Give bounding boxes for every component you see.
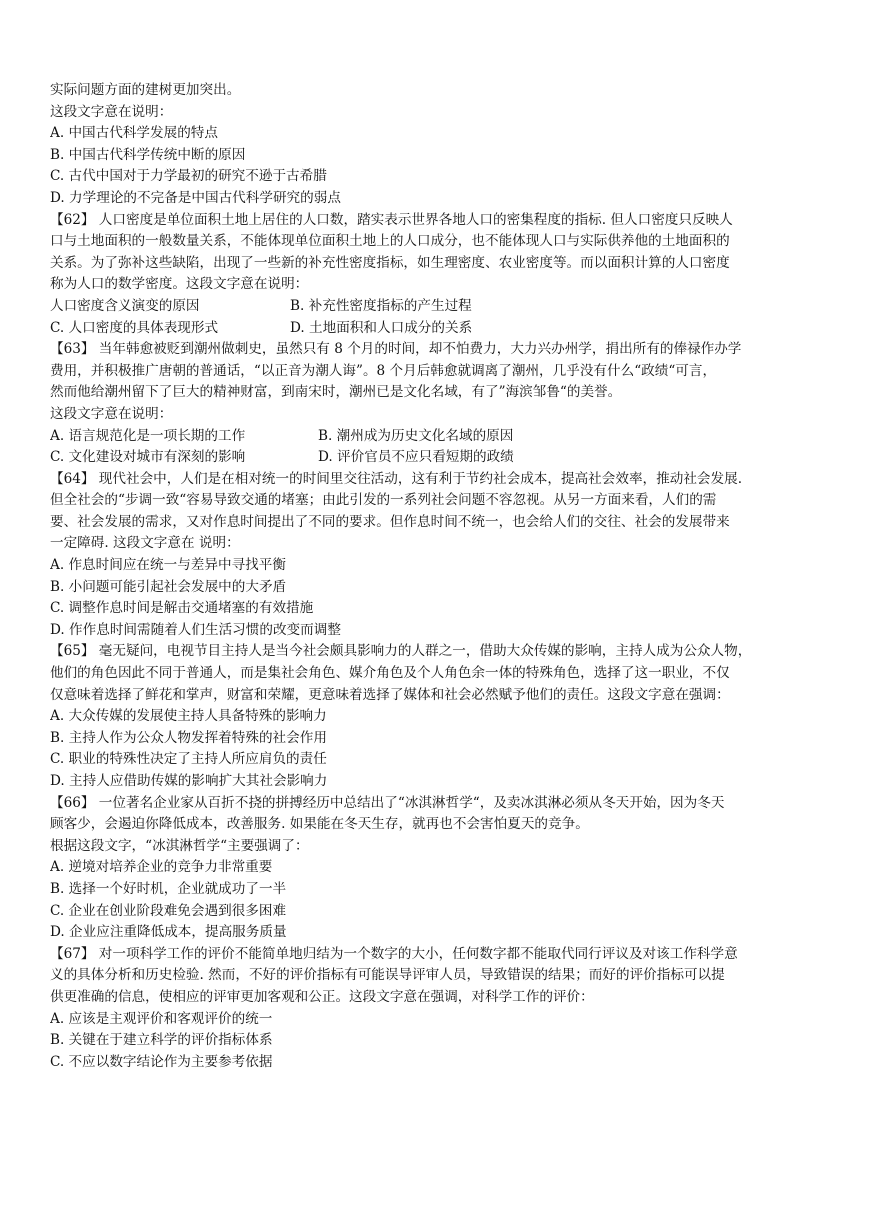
option-b: B. 主持人作为公众人物发挥着特殊的社会作用 <box>50 729 327 746</box>
text-line: 义的具体分析和历史检验. 然而，不好的评价指标有可能误导评审人员，导致错误的结果；而好的评价指标可以提 <box>50 967 725 984</box>
text-line: 他们的角色因此不同于普通人，而是集社会角色、媒介角色及个人角色余一体的特殊角色，选择了这一职业，不仅 <box>50 665 730 682</box>
option-a: A. 语言规范化是一项长期的工作 <box>50 427 246 444</box>
question-prompt: 根据这段文字，“冰淇淋哲学“主要强调了： <box>50 837 309 854</box>
option-a: A. 逆境对培养企业的竞争力非常重要 <box>50 859 273 876</box>
option-b: B. 小问题可能引起社会发展中的大矛盾 <box>50 578 287 595</box>
option-row <box>50 318 829 340</box>
option-b: B. 补充性密度指标的产生过程 <box>290 297 472 314</box>
option-a: A. 应该是主观评价和客观评价的统一 <box>50 1010 273 1027</box>
option-d: D. 作作息时间需随着人们生活习惯的改变而调整 <box>50 621 341 638</box>
text-line: 关系。为了弥补这些缺陷，出现了一些新的补充性密度指标，如生理密度、农业密度等。而以面积计算的人口密度 <box>50 254 730 271</box>
option-d: D. 主持人应借助传媒的影响扩大其社会影响力 <box>50 773 328 789</box>
option-c: C. 文化建设对城市有深刻的影响 <box>50 449 246 466</box>
option-a: A. 中国古代科学发展的特点 <box>50 125 218 142</box>
text-line: 称为人口的数学密度。这段文字意在说明： <box>50 276 309 293</box>
question-62-text: 【62】 人口密度是单位面积土地上居住的人口数，踏实表示世界各地人口的密集程度的指标. 但人口密度只反映人 <box>50 211 733 228</box>
option-b: B. 关键在于建立科学的评价指标体系 <box>50 1032 273 1049</box>
text-line: 费用，并积极推广唐朝的普通话，“以正音为潮人诲”。8 个月后韩愈就调离了潮州，几乎没有什么“政绩“可言， <box>50 362 717 379</box>
text-line: 然而他给潮州留下了巨大的精神财富，到南宋时，潮州已是文化名域，有了”海滨邹鲁“的美誉。 <box>50 384 622 401</box>
option-a: 人口密度含义演变的原因 <box>50 297 200 314</box>
text-line: 供更准确的信息，使相应的评审更加客观和公正。这段文字意在强调，对科学工作的评价： <box>50 988 594 1005</box>
option-b: B. 潮州成为历史文化名域的原因 <box>318 427 514 444</box>
option-d: D. 评价官员不应只看短期的政绩 <box>318 449 514 466</box>
option-b: B. 选择一个好时机，企业就成功了一半 <box>50 880 287 897</box>
text-line: 实际问题方面的建树更加突出。 <box>50 82 241 98</box>
option-row <box>50 447 829 469</box>
option-c: C. 古代中国对于力学最初的研究不逊于古希腊 <box>50 168 327 185</box>
option-row <box>50 426 829 448</box>
text-line: 要、社会发展的需求，又对作息时间提出了不同的要求。但作息时间不统一，也会给人们的交往、社会的发展带来 <box>50 513 730 530</box>
option-row <box>50 296 829 318</box>
option-d: D. 力学理论的不完备是中国古代科学研究的弱点 <box>50 189 341 206</box>
text-line: 但全社会的“步调一致“容易导致交通的堵塞；由此引发的一系列社会问题不容忽视。从另一方面来看，人们的需 <box>50 492 717 509</box>
question-65-text: 【65】 毫无疑问，电视节目主持人是当今社会颇具影响力的人群之一，借助大众传媒的影响，主持人成为公众人物， <box>50 643 752 660</box>
question-64-text: 【64】 现代社会中，人们是在相对统一的时间里交往活动，这有利于节约社会成本，提高社会效率，推动社会发展. <box>50 470 743 487</box>
question-prompt: 这段文字意在说明： <box>50 405 173 422</box>
text-line: 一定障碍. 这段文字意在 说明： <box>50 535 240 552</box>
option-c: C. 人口密度的具体表现形式 <box>50 319 219 336</box>
option-c: C. 职业的特殊性决定了主持人所应肩负的责任 <box>50 751 327 768</box>
option-d: D. 土地面积和人口成分的关系 <box>290 319 473 336</box>
option-d: D. 企业应注重降低成本，提高服务质量 <box>50 924 287 941</box>
option-c: C. 不应以数字结论作为主要参考依据 <box>50 1053 273 1070</box>
option-a: A. 大众传媒的发展使主持人具备特殊的影响力 <box>50 708 327 725</box>
option-a: A. 作息时间应在统一与差异中寻找平衡 <box>50 557 286 574</box>
question-63-text: 【63】 当年韩愈被贬到潮州做刺史，虽然只有 8 个月的时间，却不怕费力，大力兴办州学，捐出所有的俸禄作办学 <box>50 341 742 358</box>
option-c: C. 调整作息时间是解击交通堵塞的有效措施 <box>50 600 314 617</box>
text-line: 口与土地面积的一般数量关系，不能体现单位面积土地上的人口成分，也不能体现人口与实际供养他的土地面积的 <box>50 233 730 250</box>
option-c: C. 企业在创业阶段难免会遇到很多困难 <box>50 902 287 919</box>
option-b: B. 中国古代科学传统中断的原因 <box>50 146 246 163</box>
text-line: 仅意味着选择了鲜花和掌声，财富和荣耀，更意味着选择了媒体和社会必然赋予他们的责任。这段文字意在强调： <box>50 686 730 703</box>
question-66-text: 【66】 一位著名企业家从百折不挠的拼搏经历中总结出了“冰淇淋哲学“，及卖冰淇淋必须从冬天开始，因为冬天 <box>50 794 725 811</box>
question-prompt: 这段文字意在说明： <box>50 103 173 120</box>
text-line: 顾客少，会遏迫你降低成本，改善服务. 如果能在冬天生存，就再也不会害怕夏天的竞争。 <box>50 816 589 833</box>
question-67-text: 【67】 对一项科学工作的评价不能简单地归结为一个数字的大小，任何数字都不能取代同行评议及对该工作科学意 <box>50 945 738 962</box>
